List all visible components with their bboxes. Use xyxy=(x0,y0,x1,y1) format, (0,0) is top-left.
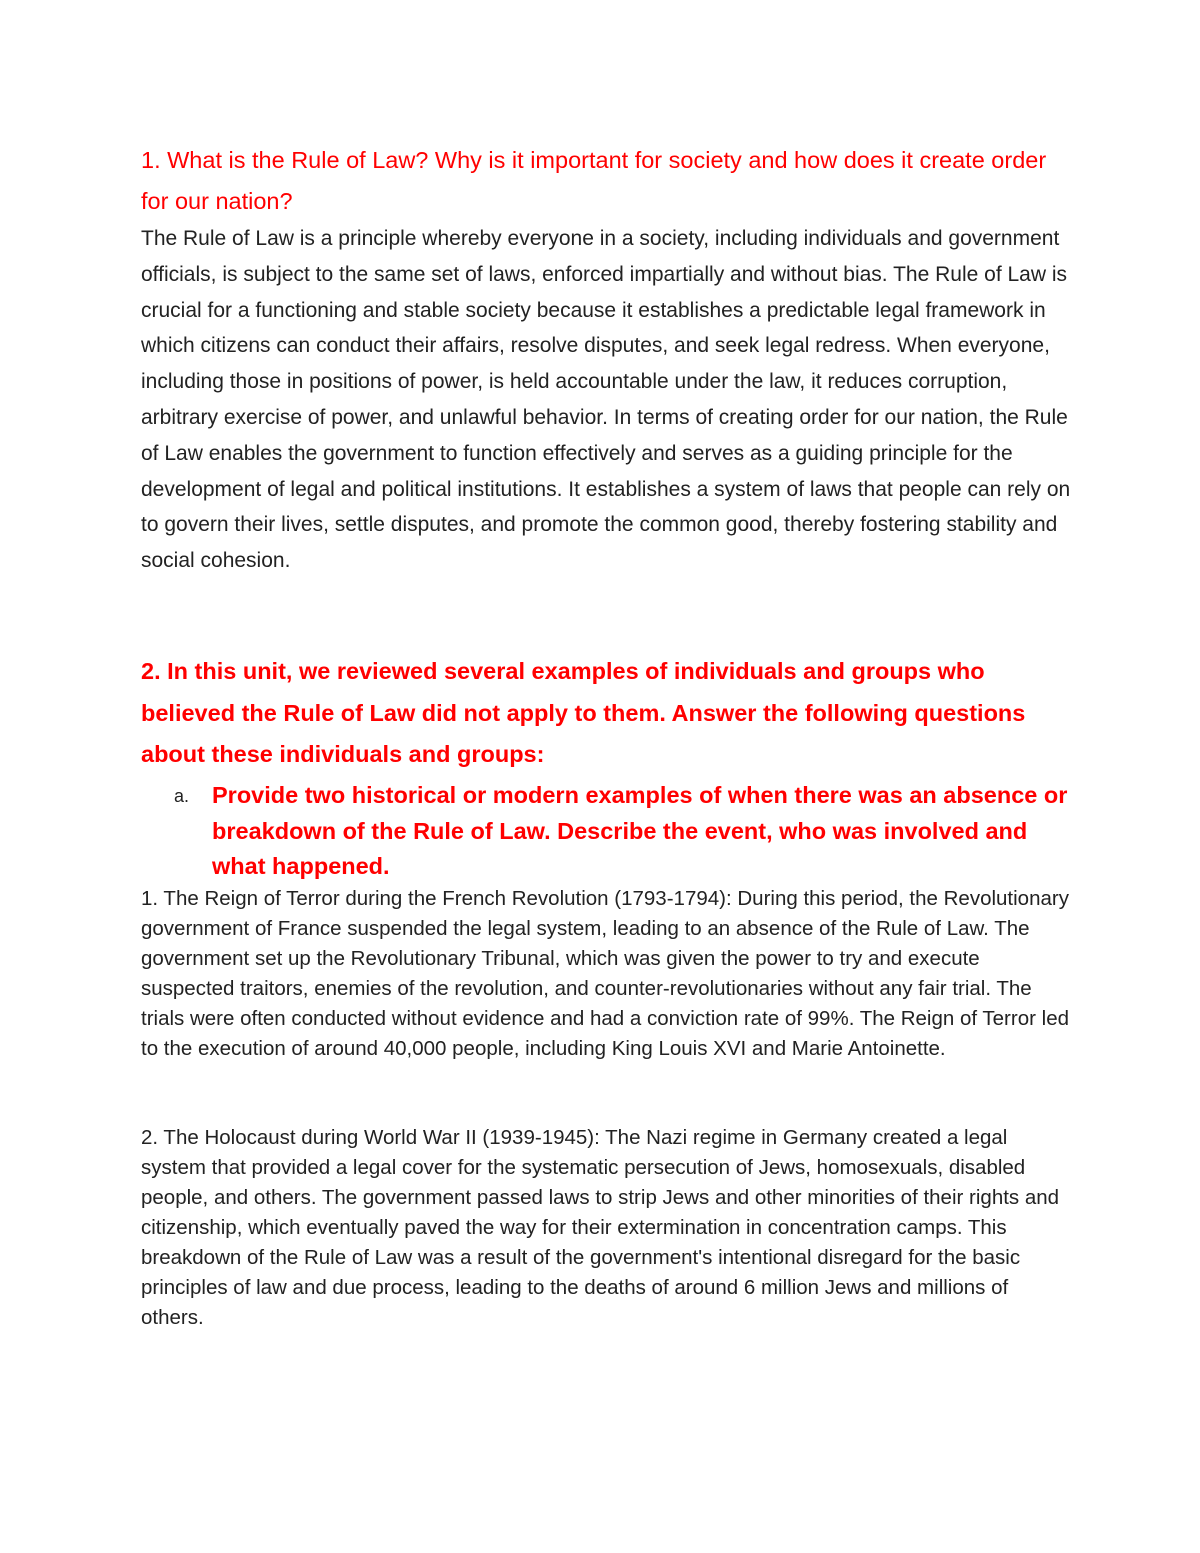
example-2-paragraph: 2. The Holocaust during World War II (1939-1945): The Nazi regime in Germany created a legal system that provided a legal cover for the systematic persecution of Jews, homosexuals, disabled people, and others. The government passed laws to strip Jews and other minorities of their rights and citizenship, which eventually paved the way for their extermination in concentration camps. This breakdown of the Rule of Law was a result of the government's intentional disregard for the basic principles of law and due process, leading to the deaths of around 6 million Jews and millions of others. xyxy=(141,1126,1060,1329)
question-2-heading: 2. In this unit, we reviewed several examples of individuals and groups who believed the Rule of Law did not apply to them. Answer the following questions about these individuals and groups: xyxy=(141,658,1026,767)
example-1-paragraph: 1. The Reign of Terror during the French Revolution (1793-1794): During this period, the Revolutionary government of France suspended the legal system, leading to an absence of the Rule of Law. The government set up the Revolutionary Tribunal, which was given the power to try and execute suspected traitors, enemies of the revolution, and counter-revolutionaries without any fair trial. The trials were often conducted without evidence and had a conviction rate of 99%. The Reign of Terror led to the execution of around 40,000 people, including King Louis XVI and Marie Antoinette. xyxy=(141,887,1069,1060)
sub-question-a-marker: a. xyxy=(174,786,190,806)
question-1-answer: The Rule of Law is a principle whereby everyone in a society, including individuals and government officials, is subject to the same set of laws, enforced impartially and without bias. The Rule of Law is crucial for a functioning and stable society because it establishes a predictable legal framework in which citizens can conduct their affairs, resolve disputes, and seek legal redress. When everyone, including those in positions of power, is held accountable under the law, it reduces corruption, arbitrary exercise of power, and unlawful behavior. In terms of creating order for our nation, the Rule of Law enables the government to function effectively and serves as a guiding principle for the development of legal and political institutions. It establishes a system of laws that people can rely on to govern their lives, settle disputes, and promote the common good, thereby fostering stability and social cohesion. xyxy=(141,227,1071,573)
sub-question-a-text: Provide two historical or modern examples of when there was an absence or breakdown of the Rule of Law. Describe the event, who was involved and what happened. xyxy=(212,782,1068,879)
question-1-heading: 1. What is the Rule of Law? Why is it important for society and how does it create order for our nation? xyxy=(141,147,1047,214)
